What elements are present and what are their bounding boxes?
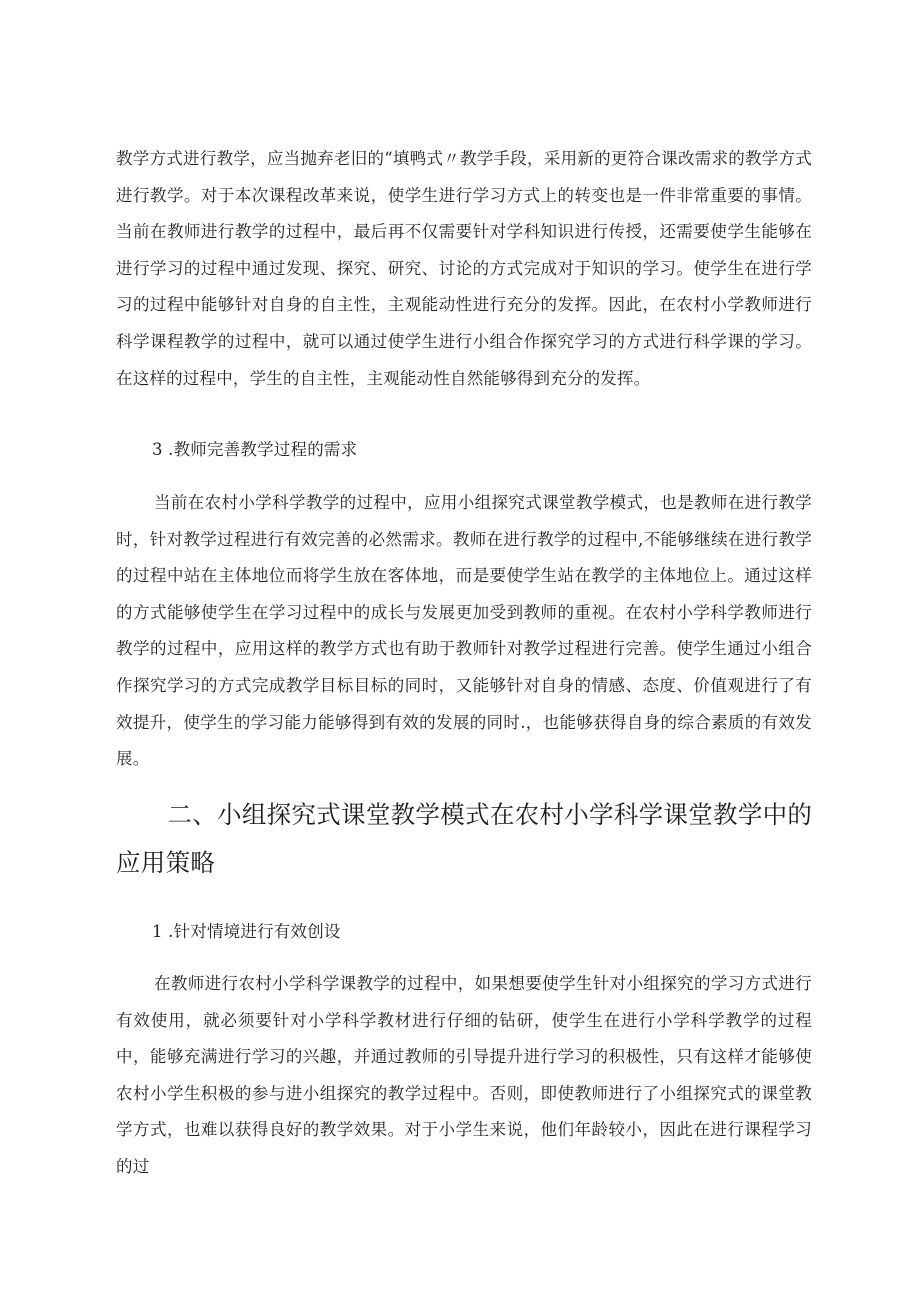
subheading-teacher-needs: 3 .教师完善教学过程的需求 xyxy=(152,440,358,459)
body-paragraph-situation-creation: 在教师进行农村小学科学课教学的过程中，如果想要使学生针对小组探究的学习方式进行有效使用，就必须要针对小学科学教材进行仔细的钻研，使学生在进行小学科学教学的过程中，能够充满进行学习的兴趣，并通过教师的引导提升进行学习的积极性，只有这样才能够使农村小学生积极的参与进小组探究的教学过程中。否则，即使教师进行了小组探究式的课堂教学方式，也难以获得良好的教学效果。对于小学生来说，他们年龄较小，因此在进行课程学习的过 xyxy=(116,974,812,1176)
section-heading-strategies: 二、小组探究式课堂教学模式在农村小学科学课堂教学中的应用策略 xyxy=(116,800,813,877)
body-paragraph-teacher-needs: 当前在农村小学科学教学的过程中，应用小组探究式课堂教学模式，也是教师在进行教学时，针对教学过程进行有效完善的必然需求。教师在进行教学的过程中,不能够继续在进行教学的过程中站在主体地位而将学生放在客体地，而是要使学生站在教学的主体地位上。通过这样的方式能够使学生在学习过程中的成长与发展更加受到教师的重视。在农村小学科学教师进行教学的过程中，应用这样的教学方式也有助于教师针对教学过程进行完善。使学生通过小组合作探究学习的方式完成教学目标目标的同时，又能够针对自身的情感、态度、价值观进行了有效提升，使学生的学习能力能够得到有效的发展的同时.，也能够获得自身的综合素质的有效发展。 xyxy=(116,493,812,769)
subheading-situation-creation: 1 .针对情境进行有效创设 xyxy=(152,922,341,941)
body-paragraph-continuation: 教学方式进行教学，应当抛弃老旧的“填鸭式〃教学手段，采用新的更符合课改需求的教学方式进行教学。对于本次课程改革来说，使学生进行学习方式上的转变也是一件非常重要的事情。当前在教师进行教学的过程中，最后再不仅需要针对学科知识进行传授，还需要使学生能够在进行学习的过程中通过发现、探究、研究、讨论的方式完成对于知识的学习。使学生在进行学习的过程中能够针对自身的自主性，主观能动性进行充分的发挥。因此，在农村小学教师进行科学课程教学的过程中，就可以通过使学生进行小组合作探究学习的方式进行科学课的学习。在这样的过程中，学生的自主性，主观能动性自然能够得到充分的发挥。 xyxy=(116,149,812,388)
